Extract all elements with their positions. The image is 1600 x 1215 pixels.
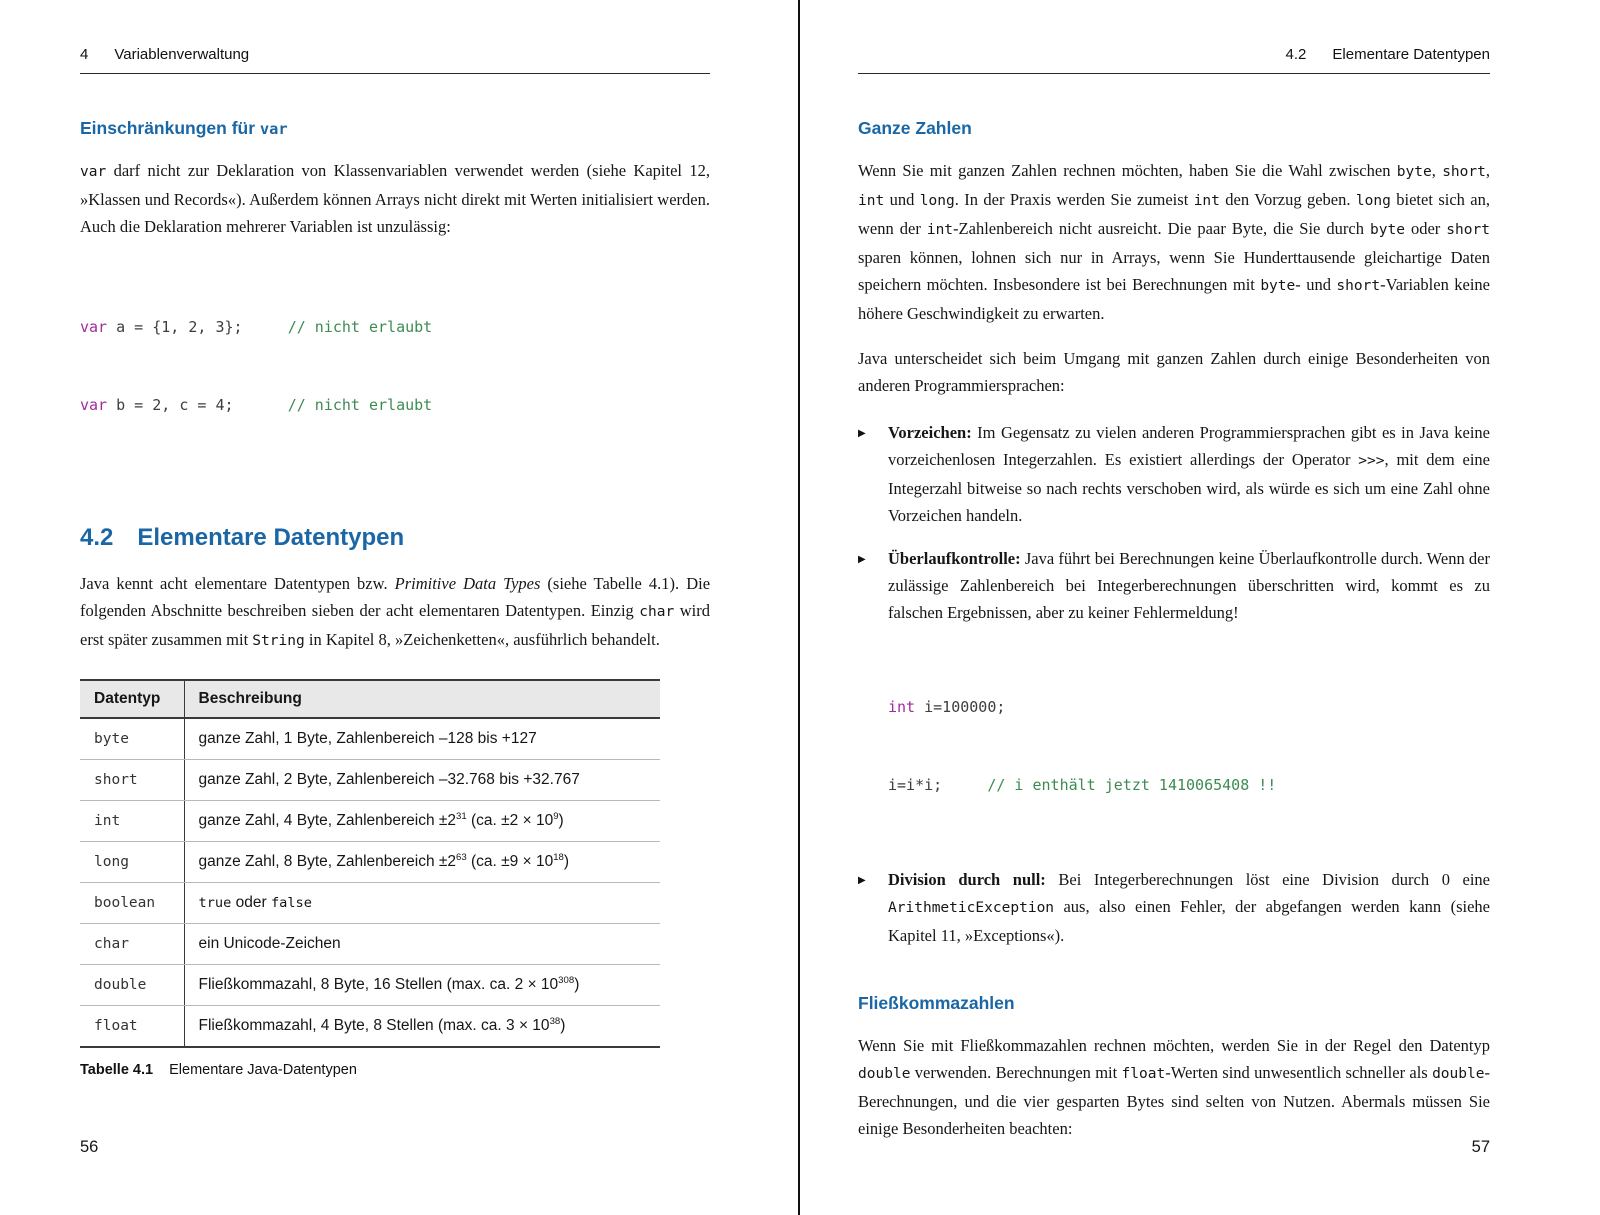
running-head-chapter-title: Variablenverwaltung: [114, 46, 250, 63]
list-item: [858, 419, 1490, 529]
datatype-description: ganze Zahl, 8 Byte, Zahlenbereich $\pm 2^{63}$ (ca. $\pm 9 \times 10^{18}$): [184, 842, 660, 883]
column-header-beschreibung: Beschreibung: [184, 680, 660, 718]
running-head-section-number: 4.2: [1285, 46, 1307, 63]
section-title: Elementare Datentypen: [137, 524, 405, 551]
table-row: [80, 842, 660, 883]
bullet-triangle-icon: ▶: [858, 875, 866, 886]
table-row: [80, 1006, 660, 1048]
datatype-description: ganze Zahl, 4 Byte, Zahlenbereich $\pm 2^{31}$ (ca. $\pm 2 \times 10^9$): [184, 801, 660, 842]
datatype-name: boolean: [80, 883, 184, 924]
table-header-row: [80, 680, 660, 718]
datatype-name: float: [80, 1006, 184, 1048]
code-line: i=i*i; // i enthält jetzt 1410065408 !!: [888, 776, 1277, 794]
datatypes-table: [80, 679, 660, 1048]
datatype-description: ganze Zahl, 1 Byte, Zahlenbereich –128 bis +127: [184, 718, 660, 760]
list-item-text-division-durch-null: Division durch null: Bei Integerberechnungen löst eine Division durch 0 eine ArithmeticException aus, also einen Fehler, der abgefangen werden kann (siehe Kapitel 11, »Exceptions«).: [888, 870, 1490, 945]
datatype-description: Fließkommazahl, 8 Byte, 16 Stellen (max. ca. $2 \times 10^{308}$): [184, 965, 660, 1006]
table-row: [80, 965, 660, 1006]
running-head-chapter-number: 4: [80, 46, 89, 63]
table-row: [80, 801, 660, 842]
paragraph-integers: Wenn Sie mit ganzen Zahlen rechnen möchten, haben Sie die Wahl zwischen byte, short, int und long. In der Praxis werden Sie zumeist int den Vorzug geben. long bietet sich an, wenn der int-Zahlenbereich nicht ausreicht. Die paar Byte, die Sie durch byte oder short sparen können, lohnen sich nur in Arrays, wenn Sie Hunderttausende gleichartige Daten speichern möchten. Insbesondere ist bei Berechnungen mit byte- und short-Variablen keine höhere Geschwindigkeit zu erwarten.: [858, 161, 1491, 323]
table-caption-text: Elementare Java-Datentypen: [169, 1062, 357, 1078]
datatype-name: int: [80, 801, 184, 842]
running-head-left: [80, 46, 710, 74]
code-block-var-examples: [80, 262, 710, 470]
subheading-einschraenkungen: Einschränkungen für var: [80, 118, 288, 138]
bullet-triangle-icon: ▶: [858, 554, 866, 565]
datatype-name: byte: [80, 718, 184, 760]
table-row: [80, 760, 660, 801]
code-line: int i=100000;: [888, 698, 1006, 716]
list-item: [858, 866, 1490, 949]
table-row: [80, 883, 660, 924]
paragraph-floats: Wenn Sie mit Fließkommazahlen rechnen möchten, werden Sie in der Regel den Datentyp double verwenden. Berechnungen mit float-Werten sind unwesentlich schneller als double-Berechnungen, und die vier gesparten Bytes sind selten von Nutzen. Abermals müssen Sie einige Besonderheiten beachten:: [858, 1036, 1490, 1138]
code-block-overflow-example: [888, 642, 1490, 850]
page-number-right: 57: [1471, 1138, 1490, 1156]
column-header-datentyp: Datentyp: [80, 680, 184, 718]
list-item-text-ueberlaufkontrolle: Überlaufkontrolle: Java führt bei Berechnungen keine Überlaufkontrolle durch. Wenn der zulässige Zahlenbereich bei Integerberechnungen überschritten wird, kommt es zu falschen Ergebnissen, aber zu keiner Fehlermeldung!: [888, 549, 1490, 622]
bullet-list: [858, 419, 1490, 949]
page-right: [800, 0, 1600, 1215]
code-line: var a = {1, 2, 3}; // nicht erlaubt: [80, 318, 433, 336]
paragraph-datatypes-intro: Java kennt acht elementare Datentypen bzw. Primitive Data Types (siehe Tabelle 4.1). Die folgenden Abschnitte beschreiben sieben der acht elementaren Datentypen. Einzig char wird erst später zusammen mit String in Kapitel 8, »Zeichenketten«, ausführlich behandelt.: [80, 574, 711, 649]
datatype-name: long: [80, 842, 184, 883]
running-head-right: [858, 46, 1490, 74]
datatype-name: double: [80, 965, 184, 1006]
section-heading-4-2: [80, 524, 710, 552]
subheading-ganze-zahlen: Ganze Zahlen: [858, 118, 972, 138]
code-line: var b = 2, c = 4; // nicht erlaubt: [80, 396, 433, 414]
datatype-name: short: [80, 760, 184, 801]
table-row: [80, 718, 660, 760]
table-caption: [80, 1062, 710, 1078]
datatype-description: ein Unicode-Zeichen: [184, 924, 660, 965]
datatype-name: char: [80, 924, 184, 965]
list-item: [858, 545, 1490, 626]
subheading-fliesskommazahlen: Fließkommazahlen: [858, 993, 1015, 1013]
list-item-text-vorzeichen: Vorzeichen: Im Gegensatz zu vielen anderen Programmiersprachen gibt es in Java keine vorzeichenlosen Integerzahlen. Es existiert allerdings der Operator >>>, mit dem eine Integerzahl bitweise so nach rechts verschoben wird, als würde es sich um eine Zahl ohne Vorzeichen handeln.: [888, 423, 1490, 525]
datatype-description: Fließkommazahl, 4 Byte, 8 Stellen (max. ca. $3 \times 10^{38}$): [198, 1015, 566, 1034]
running-head-section-title: Elementare Datentypen: [1332, 46, 1490, 63]
paragraph-var-restrictions: var darf nicht zur Deklaration von Klassenvariablen verwendet werden (siehe Kapitel 12, »Klassen und Records«). Außerdem können Arrays nicht direkt mit Werten initialisiert werden. Auch die Deklaration mehrerer Variablen ist unzulässig:: [80, 161, 710, 236]
section-number: 4.2: [80, 524, 114, 551]
table-caption-label: Tabelle 4.1: [80, 1062, 154, 1078]
datatype-description: true oder false: [184, 883, 660, 924]
page-number-left: 56: [80, 1138, 99, 1156]
paragraph-java-besonderheiten: Java unterscheidet sich beim Umgang mit ganzen Zahlen durch einige Besonderheiten von anderen Programmiersprachen:: [858, 349, 1490, 395]
datatype-description: ganze Zahl, 2 Byte, Zahlenbereich –32.768 bis +32.767: [184, 760, 660, 801]
bullet-triangle-icon: ▶: [858, 428, 866, 439]
table-row: [80, 924, 660, 965]
